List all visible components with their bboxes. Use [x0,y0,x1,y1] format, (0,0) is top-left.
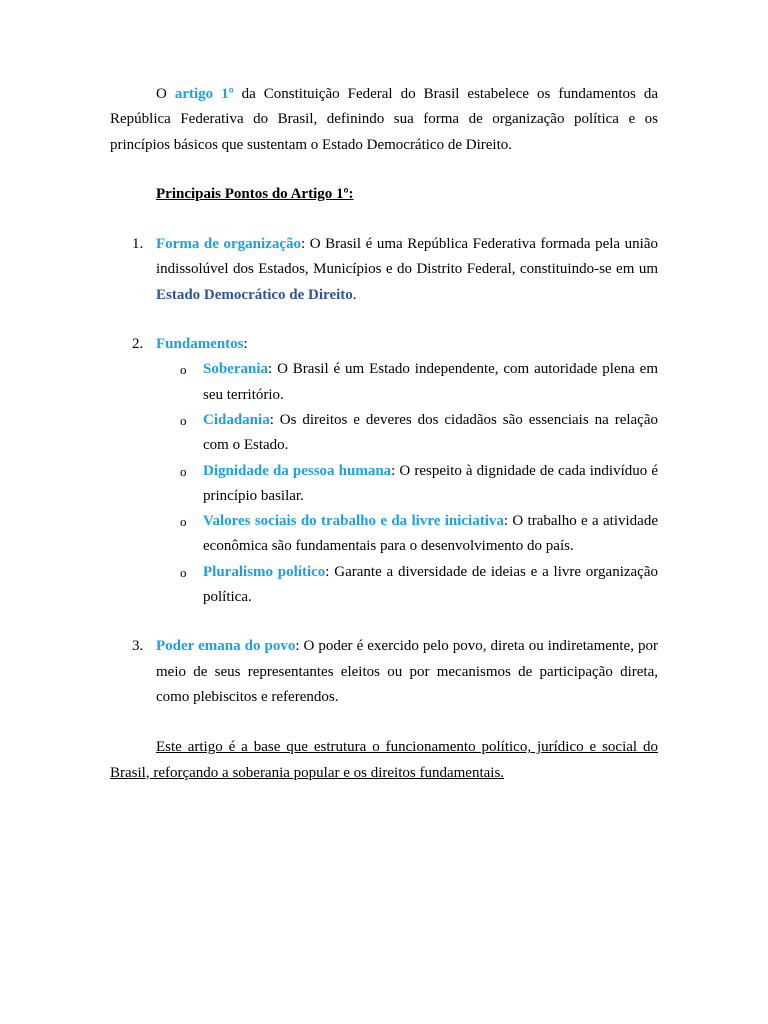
list-item-text [156,232,658,308]
gap [110,610,658,634]
term-pluralismo: Pluralismo político [203,563,326,580]
circle-bullet-icon: o [180,564,187,580]
conclusion-paragraph [110,735,658,786]
list-item-2 [110,332,658,610]
sub-description: : O trabalho e a atividade econômica são fundamentais para o desenvolvimento do país. [203,513,658,555]
artigo-link[interactable]: artigo 1º [174,86,234,102]
sub-list-item [156,357,658,408]
sub-list-item [156,560,658,611]
sub-list-item [156,509,658,560]
item-tail: . [352,286,357,303]
sub-description: : Os direitos e deveres dos cidadãos são essenciais na relação com o Estado. [203,411,658,454]
conclusion-text: Este artigo é a base que estrutura o funcionamento político, jurídico e social do Brasil, reforçando a soberania popular e os direitos fundamentais. [110,739,658,781]
list-number: 1. [132,236,144,253]
intro-text: da Constituição Federal do Brasil estabelece os fundamentos da República Federativa do Brasil, definindo sua forma de organização política e os princípios básicos que sustentam o Estado Democrático de Direito. [110,86,659,153]
circle-bullet-icon: o [180,362,187,378]
document-body [110,82,658,786]
circle-bullet-icon: o [180,412,187,428]
item-description: : [243,336,248,353]
sub-list-item [156,459,658,510]
term-fundamentos: Fundamentos [156,336,244,353]
sub-list [156,357,658,610]
gap [110,308,658,332]
list-number: 2. [132,336,144,353]
section-heading: Principais Pontos do Artigo 1º: [156,185,354,202]
list-number: 3. [132,638,144,655]
sub-description: : O Brasil é um Estado independente, com autoridade plena em seu território. [203,361,658,403]
sub-list-item [156,408,658,459]
term-soberania: Soberania [203,361,269,378]
list-item-3 [110,634,658,710]
main-list [110,232,658,710]
list-item-text [156,634,658,710]
item-description: : O Brasil é uma República Federativa formada pela união indissolúvel dos Estados, Municípios e do Distrito Federal, constituindo-se em um [156,236,658,278]
intro-paragraph [110,82,658,158]
circle-bullet-icon: o [180,463,187,479]
term-valores-sociais: Valores sociais do trabalho e da livre iniciativa [203,513,504,530]
highlight-estado-democratico: Estado Democrático de Direito [156,286,353,303]
term-dignidade: Dignidade da pessoa humana [203,462,392,479]
sub-description: : O respeito à dignidade de cada indivíduo é princípio basilar. [203,462,658,504]
item-description: : O poder é exercido pelo povo, direta ou indiretamente, por meio de seus representantes eleitos ou por mecanismos de participação direta, como plebiscitos e referendos. [156,638,658,705]
term-cidadania: Cidadania [203,411,270,428]
sub-description: : Garante a diversidade de ideias e a livre organização política. [203,563,658,606]
list-item-text [156,332,658,357]
circle-bullet-icon: o [180,514,187,530]
list-item-1 [110,232,658,308]
intro-prefix: O [156,86,175,102]
term-poder-emana: Poder emana do povo [156,638,296,655]
section-heading-wrap [110,182,658,207]
term-forma-organizacao: Forma de organização [156,236,301,253]
